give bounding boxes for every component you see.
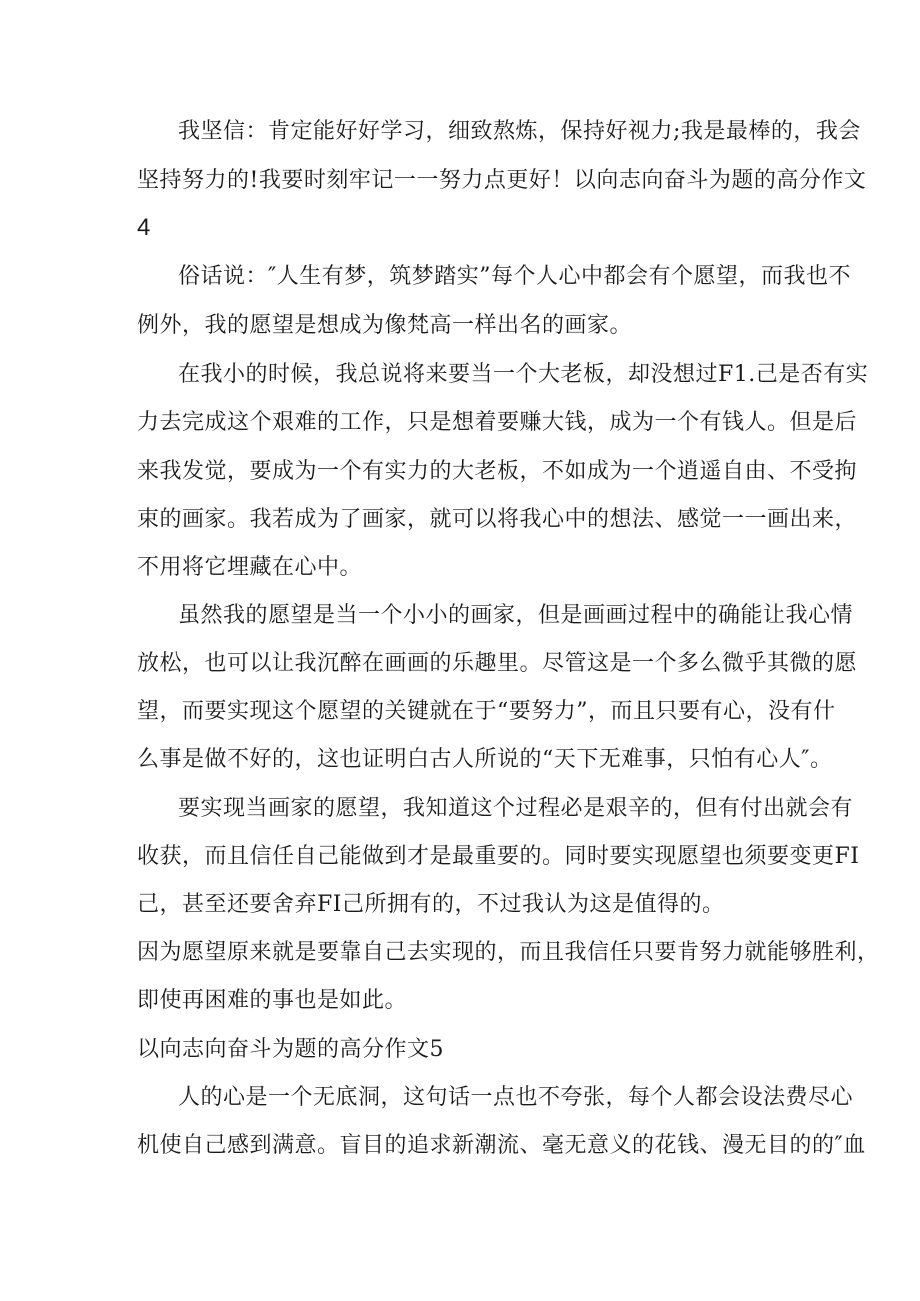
text-line: 力去完成这个艰难的工作，只是想着要赚大钱，成为一个有钱人。但是后 — [137, 410, 858, 435]
text-line: 不用将它埋藏在心中。 — [137, 555, 363, 580]
text-line: 么事是做不好的，这也证明白古人所说的“天下无难事，只怕有心人″。 — [137, 747, 833, 772]
text-line: 要实现当画家的愿望，我知道这个过程必是艰辛的，但有付出就会有 — [178, 796, 854, 821]
text-line: 俗话说：″人生有梦，筑梦踏实”每个人心中都会有个愿望，而我也不 — [178, 264, 851, 289]
text-line: 人的心是一个无底洞，这句话一点也不夸张，每个人都会设法费尽心 — [178, 1085, 854, 1110]
text-line: 虽然我的愿望是当一个小小的画家，但是画画过程中的确能让我心情 — [178, 603, 854, 628]
text-line: 束的画家。我若成为了画家，就可以将我心中的想法、感觉一一画出来， — [137, 507, 858, 532]
text-line: 收获，而且信任自己能做到才是最重要的。同时要实现愿望也须要变更FI — [137, 844, 860, 869]
text-line: 在我小的时候，我总说将来要当一个大老板，却没想过F1.己是否有实 — [178, 362, 869, 387]
text-line: 己，甚至还要舍弃FI己所拥有的，不过我认为这是值得的。 — [137, 892, 725, 917]
text-line: 放松，也可以让我沉醉在画画的乐趣里。尽管这是一个多么微乎其微的愿 — [137, 651, 858, 676]
text-line: 例外，我的愿望是想成为像梵高一样出名的画家。 — [137, 313, 633, 338]
text-line: 望，而要实现这个愿望的关键就在于“要努力”，而且只要有心，没有什 — [137, 699, 836, 724]
section-heading: 以向志向奋斗为题的高分作文5 — [137, 1037, 444, 1062]
section-number: 4 — [137, 214, 151, 241]
text-line: 坚持努力的!我要时刻牢记一一努力点更好！以向志向奋斗为题的高分作文 — [137, 168, 867, 193]
text-line: 即使再困难的事也是如此。 — [137, 988, 408, 1013]
text-line: 机使自己感到满意。盲目的追求新潮流、毫无意义的花钱、漫无目的的″血 — [137, 1133, 866, 1158]
text-line: 来我发觉，要成为一个有实力的大老板，不如成为一个逍遥自由、不受拘 — [137, 459, 858, 484]
text-line: 因为愿望原来就是要靠自己去实现的，而且我信任只要肯努力就能够胜利， — [137, 940, 880, 965]
text-line: 我坚信：肯定能好好学习，细致熬炼，保持好视力;我是最棒的，我会 — [178, 119, 861, 144]
